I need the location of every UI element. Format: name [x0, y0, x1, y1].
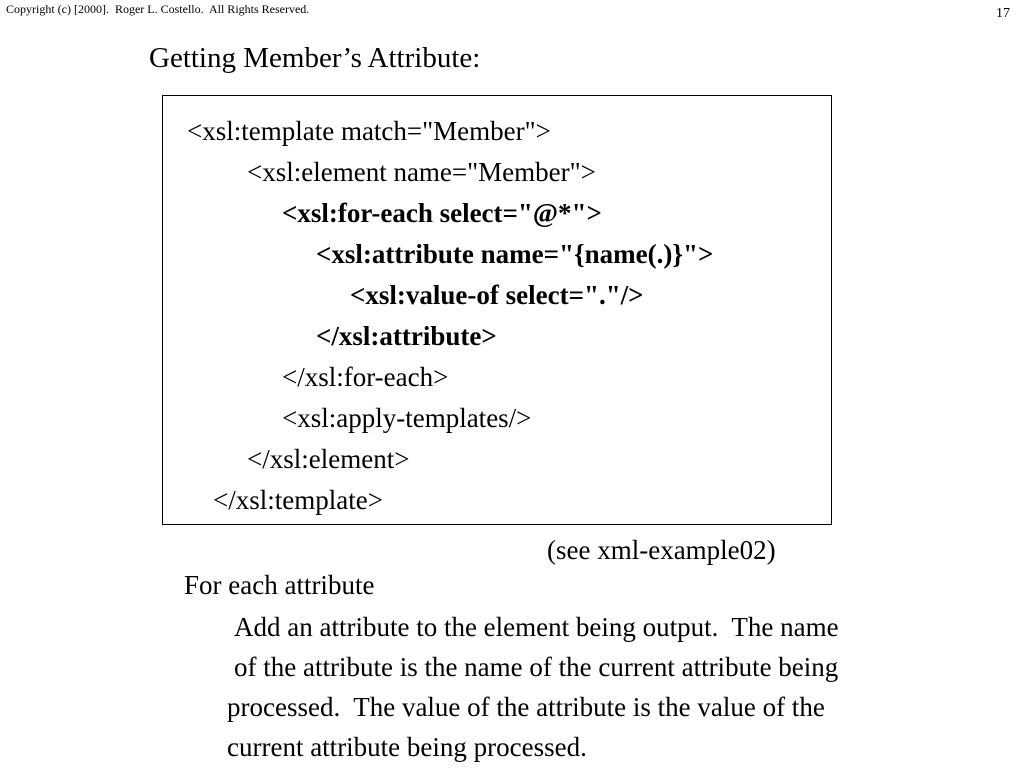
- code-line-apply-templates: <xsl:apply-templates/>: [282, 403, 532, 433]
- description-line: current attribute being processed.: [227, 732, 587, 762]
- description-line: processed. The value of the attribute is the value of the: [227, 692, 825, 722]
- description-line: of the attribute is the name of the current attribute being: [234, 652, 839, 682]
- code-line-template-open: <xsl:template match="Member">: [187, 116, 551, 146]
- code-line-for-each-open: <xsl:for-each select="@*">: [282, 198, 602, 228]
- description-heading: For each attribute: [184, 570, 375, 600]
- slide-title: Getting Member’s Attribute:: [149, 42, 481, 74]
- code-line-element-open: <xsl:element name="Member">: [247, 157, 596, 187]
- code-line-template-close: </xsl:template>: [213, 485, 383, 515]
- code-line-attribute-close: </xsl:attribute>: [316, 321, 497, 351]
- code-line-attribute-open: <xsl:attribute name="{name(.)}">: [316, 239, 714, 269]
- code-line-value-of: <xsl:value-of select="."/>: [350, 280, 644, 310]
- see-example-note: (see xml-example02): [547, 535, 776, 565]
- description-line: Add an attribute to the element being output. The name: [234, 612, 839, 642]
- copyright-notice: Copyright (c) [2000]. Roger L. Costello. All Rights Reserved.: [6, 2, 310, 16]
- page-number: 17: [996, 6, 1010, 21]
- code-line-element-close: </xsl:element>: [247, 444, 410, 474]
- code-line-for-each-close: </xsl:for-each>: [282, 362, 449, 392]
